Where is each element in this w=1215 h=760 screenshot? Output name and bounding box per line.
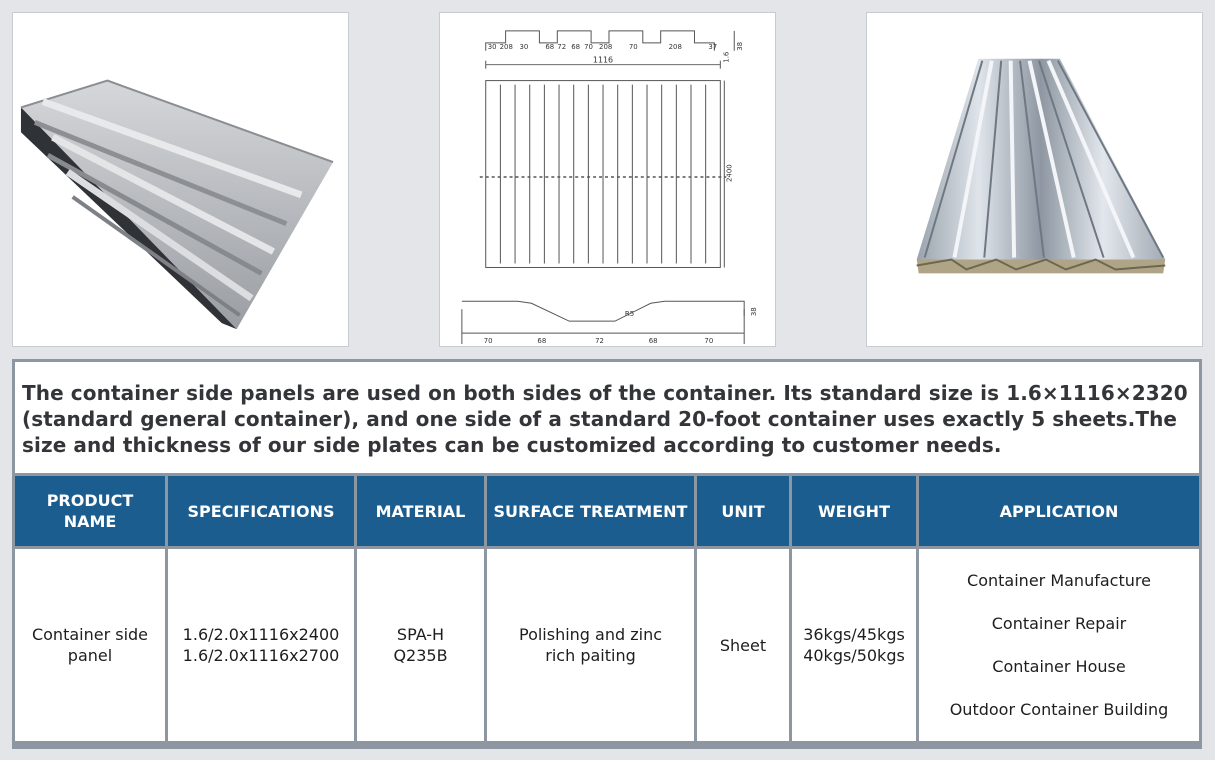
- technical-drawing: [439, 12, 776, 347]
- cell-material: SPA-H Q235B: [357, 549, 484, 741]
- drawing-bottom-dim: 70: [483, 337, 493, 346]
- drawing-top-dim: 30: [487, 42, 497, 51]
- drawing-bottom-dim: 72: [595, 337, 604, 346]
- product-photo-grey-panel: [12, 12, 349, 347]
- header-weight: WEIGHT: [792, 476, 916, 546]
- drawing-bottom-dim: 68: [648, 337, 658, 346]
- galvanized-panel-image: [867, 13, 1202, 346]
- drawing-top-dim: 68: [571, 42, 581, 51]
- cell-unit: Sheet: [697, 549, 789, 741]
- drawing-width-label: 1116: [592, 55, 614, 65]
- cell-application: [919, 549, 1199, 741]
- drawing-top-dim: 37: [708, 42, 718, 51]
- drawing-top-dim: 208: [499, 42, 513, 51]
- drawing-top-dim: 208: [668, 42, 682, 51]
- table-row: [15, 549, 1199, 741]
- grey-panel-image: [13, 13, 348, 346]
- drawing-top-dim: 70: [628, 42, 638, 51]
- header-specifications: SPECIFICATIONS: [168, 476, 354, 546]
- application-item: Container Repair: [991, 614, 1127, 633]
- spec-table: [12, 473, 1202, 744]
- application-item: Container Manufacture: [967, 571, 1151, 590]
- header-product-name: PRODUCT NAME: [15, 476, 165, 546]
- drawing-bottom-dim: 68: [537, 337, 547, 346]
- cell-product-name: Container side panel: [15, 549, 165, 741]
- drawing-depth-label: 38: [736, 41, 745, 51]
- application-item: Container House: [992, 657, 1126, 676]
- cell-specifications: 1.6/2.0x1116x2400 1.6/2.0x1116x2700: [168, 549, 354, 741]
- drawing-bottom-dim: 70: [704, 337, 714, 346]
- cell-surface-treatment: Polishing and zinc rich paiting: [487, 549, 694, 741]
- table-header-row: [15, 476, 1199, 546]
- drawing-svg: [440, 13, 775, 346]
- header-application: APPLICATION: [919, 476, 1199, 546]
- drawing-top-dim: 70: [584, 42, 593, 51]
- drawing-thickness-label: 1.6: [722, 51, 731, 63]
- header-surface-treatment: SURFACE TREATMENT: [487, 476, 694, 546]
- drawing-top-dim: 208: [599, 42, 613, 51]
- header-material: MATERIAL: [357, 476, 484, 546]
- header-unit: UNIT: [697, 476, 789, 546]
- product-description: The container side panels are used on both sides of the container. Its standard size is 1.6×1116×2320 (standard general container), and one side of a standard 20-foot container uses exactly 5 sheets.The size and thickness of our side plates can be customized according to customer needs.: [15, 362, 1199, 473]
- drawing-top-dim: 68: [545, 42, 555, 51]
- product-photo-galvanized-panel: [866, 12, 1203, 347]
- application-item: Outdoor Container Building: [949, 700, 1169, 719]
- cell-weight: 36kgs/45kgs 40kgs/50kgs: [792, 549, 916, 741]
- drawing-top-dim: 30: [519, 42, 529, 51]
- spec-panel: [12, 359, 1202, 749]
- drawing-top-dim: 72: [557, 42, 567, 51]
- drawing-radius-label: R5: [624, 310, 635, 319]
- drawing-height-label: 38: [750, 307, 759, 317]
- drawing-length-label: 2400: [725, 164, 734, 182]
